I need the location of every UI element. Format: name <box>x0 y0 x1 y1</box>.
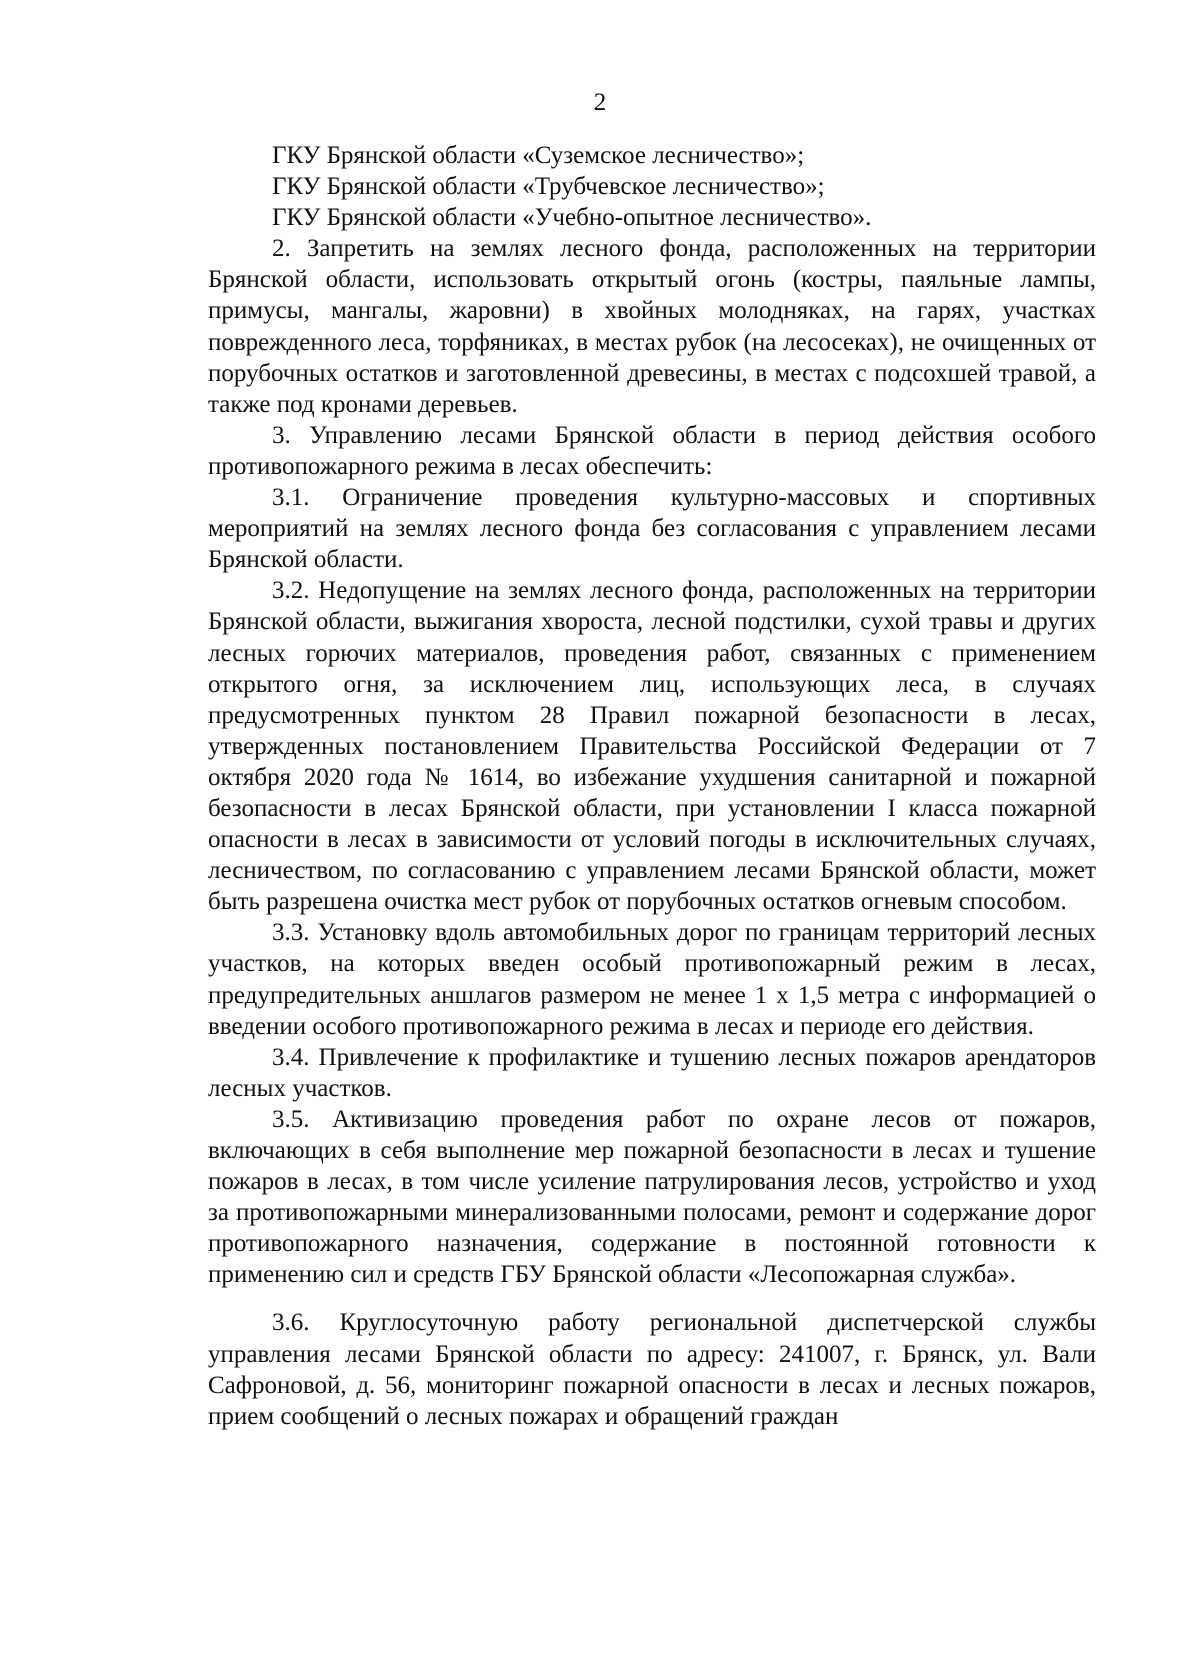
paragraph-item-3-3: 3.3. Установку вдоль автомобильных дорог по границам территорий лесных участков, на которых введен особый противопожарный режим в лесах, предупредительных аншлагов размером не менее 1 х 1,5 метра с информацией о введении особого противопожарного режима в лесах и периоде его действия. <box>208 919 1096 1040</box>
page-number: 2 <box>593 89 607 116</box>
paragraph-suzemka: ГКУ Брянской области «Суземское лесничество»; <box>272 142 805 169</box>
paragraph-trubchevsk: ГКУ Брянской области «Трубчевское лесничество»; <box>272 173 825 201</box>
document-body <box>208 140 1096 1432</box>
paragraph-item-3-2: 3.2. Недопущение на землях лесного фонда, расположенных на территории Брянской области, выжигания хвороста, лесной подстилки, сухой травы и других лесных горючих материалов, проведения работ, связанных с применением открытого огня, за исключением лиц, использующих леса, в случаях предусмотренных пунктом 28 Правил пожарной безопасности в лесах, утвержденных постановлением Правительства Российской Федерации от 7 октября 2020 года № 1614, во избежание ухудшения санитарной и пожарной безопасности в лесах Брянской области, при установлении I класса пожарной опасности в лесах в зависимости от условий погоды в исключительных случаях, лесничеством, по согласованию с управлением лесами Брянской области, может быть разрешена очистка мест рубок от порубочных остатков огневым способом. <box>208 577 1096 916</box>
paragraph-item-3-5: 3.5. Активизацию проведения работ по охране лесов от пожаров, включающих в себя выполнение мер пожарной безопасности в лесах и тушение пожаров в лесах, в том числе усиление патрулирования лесов, устройство и уход за противопожарными минерализованными полосами, ремонт и содержание дорог противопожарного назначения, содержание в постоянной готовности к применению сил и средств ГБУ Брянской области «Лесопожарная служба». <box>208 1105 1096 1289</box>
paragraph-item-3: 3. Управлению лесами Брянской области в период действия особого противопожарного режима в лесах обеспечить: <box>208 421 1096 480</box>
paragraph-item-3-6: 3.6. Круглосуточную работу региональной диспетчерской службы управления лесами Брянской области по адресу: 241007, г. Брянск, ул. Вали Сафроновой, д. 56, мониторинг пожарной опасности в лесах и лесных пожаров, прием сообщений о лесных пожарах и обращений граждан <box>208 1309 1096 1430</box>
paragraph-item-2: 2. Запретить на землях лесного фонда, расположенных на территории Брянской области, использовать открытый огонь (костры, паяльные лампы, примусы, мангалы, жаровни) в хвойных молодняках, на гарях, участках поврежденного леса, торфяниках, в местах рубок (на лесосеках), не очищенных от порубочных остатков и заготовленной древесины, в местах с подсохшей травой, а также под кронами деревьев. <box>208 235 1096 418</box>
paragraph-item-3-4: 3.4. Привлечение к профилактике и тушению лесных пожаров арендаторов лесных участков. <box>208 1043 1096 1102</box>
paragraph-educational: ГКУ Брянской области «Учебно-опытное лесничество». <box>272 204 872 232</box>
paragraph-item-3-1: 3.1. Ограничение проведения культурно-массовых и спортивных мероприятий на землях лесного фонда без согласования с управлением лесами Брянской области. <box>208 484 1096 574</box>
